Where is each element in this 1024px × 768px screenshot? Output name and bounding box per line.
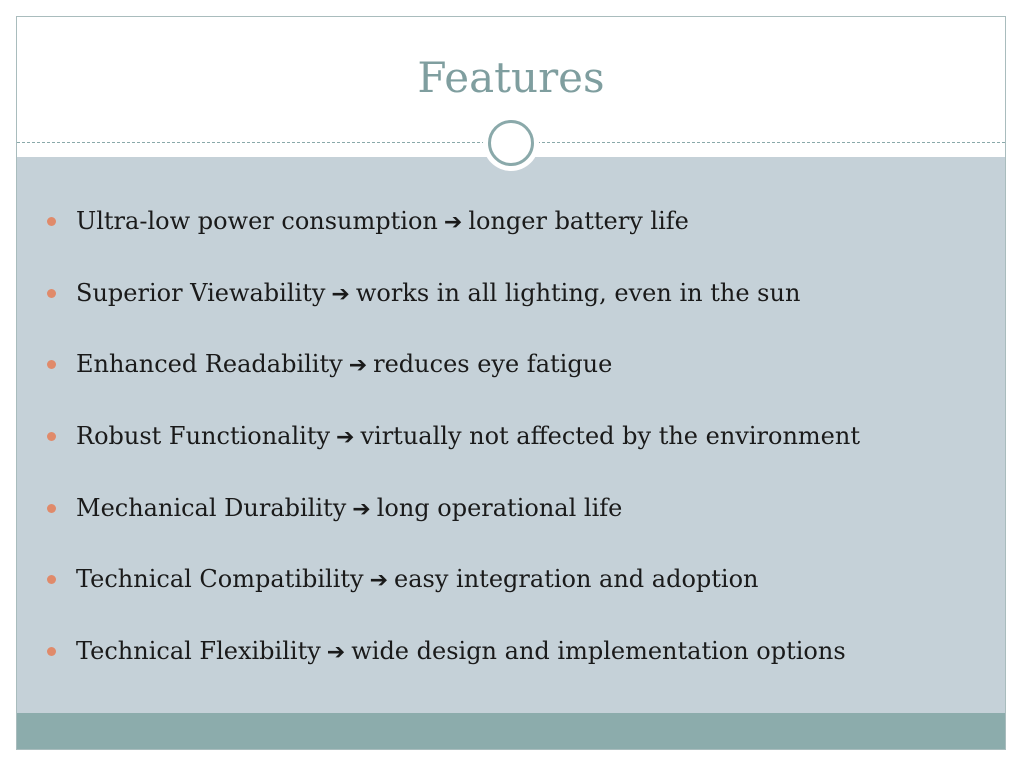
right-arrow-icon: ➔ xyxy=(369,568,389,594)
right-arrow-icon: ➔ xyxy=(331,281,350,307)
feature-benefit: virtually not affected by the environment xyxy=(360,422,860,451)
slide-title: Features xyxy=(417,53,605,102)
feature-term: Technical Compatibility xyxy=(76,565,364,594)
feature-term: Ultra-low power consumption xyxy=(76,207,438,235)
bullet-dot-icon xyxy=(47,217,56,226)
right-arrow-icon: ➔ xyxy=(352,496,371,522)
bullet-text xyxy=(76,201,689,243)
feature-benefit: reduces eye fatigue xyxy=(373,350,613,379)
right-arrow-icon: ➔ xyxy=(336,425,355,451)
feature-benefit: works in all lighting, even in the sun xyxy=(355,278,801,307)
bullet-dot-icon xyxy=(47,432,56,441)
right-arrow-icon: ➔ xyxy=(326,640,346,666)
bullet-text xyxy=(76,559,759,601)
bullet-text xyxy=(76,488,622,530)
right-arrow-icon: ➔ xyxy=(348,353,368,379)
feature-term: Mechanical Durability xyxy=(76,493,347,522)
bullet-text xyxy=(76,273,800,315)
bullet-dot-icon xyxy=(47,360,56,369)
feature-term: Enhanced Readability xyxy=(76,350,343,379)
bullet-text xyxy=(76,416,860,458)
bullet-item xyxy=(47,273,985,345)
bullet-text xyxy=(76,344,612,386)
footer-bar xyxy=(17,713,1005,749)
bullet-item xyxy=(47,344,985,416)
bullet-item xyxy=(47,416,985,488)
feature-benefit: longer battery life xyxy=(468,207,689,235)
bullet-item xyxy=(47,201,985,273)
feature-benefit: wide design and implementation options xyxy=(351,637,846,666)
bullet-item xyxy=(47,559,985,631)
feature-term: Superior Viewability xyxy=(76,278,326,307)
bullet-list xyxy=(47,201,985,703)
bullet-dot-icon xyxy=(47,504,56,513)
feature-benefit: easy integration and adoption xyxy=(394,565,759,594)
content-area xyxy=(17,157,1005,715)
slide xyxy=(16,16,1006,750)
bullet-dot-icon xyxy=(47,647,56,656)
feature-term: Robust Functionality xyxy=(76,422,331,451)
bullet-item xyxy=(47,488,985,560)
bullet-text xyxy=(76,631,846,673)
feature-term: Technical Flexibility xyxy=(76,637,321,666)
bullet-item xyxy=(47,631,985,703)
bullet-dot-icon xyxy=(47,575,56,584)
circle-ornament-icon xyxy=(483,115,539,171)
bullet-dot-icon xyxy=(47,289,56,298)
feature-benefit: long operational life xyxy=(376,493,623,522)
right-arrow-icon: ➔ xyxy=(443,210,463,235)
